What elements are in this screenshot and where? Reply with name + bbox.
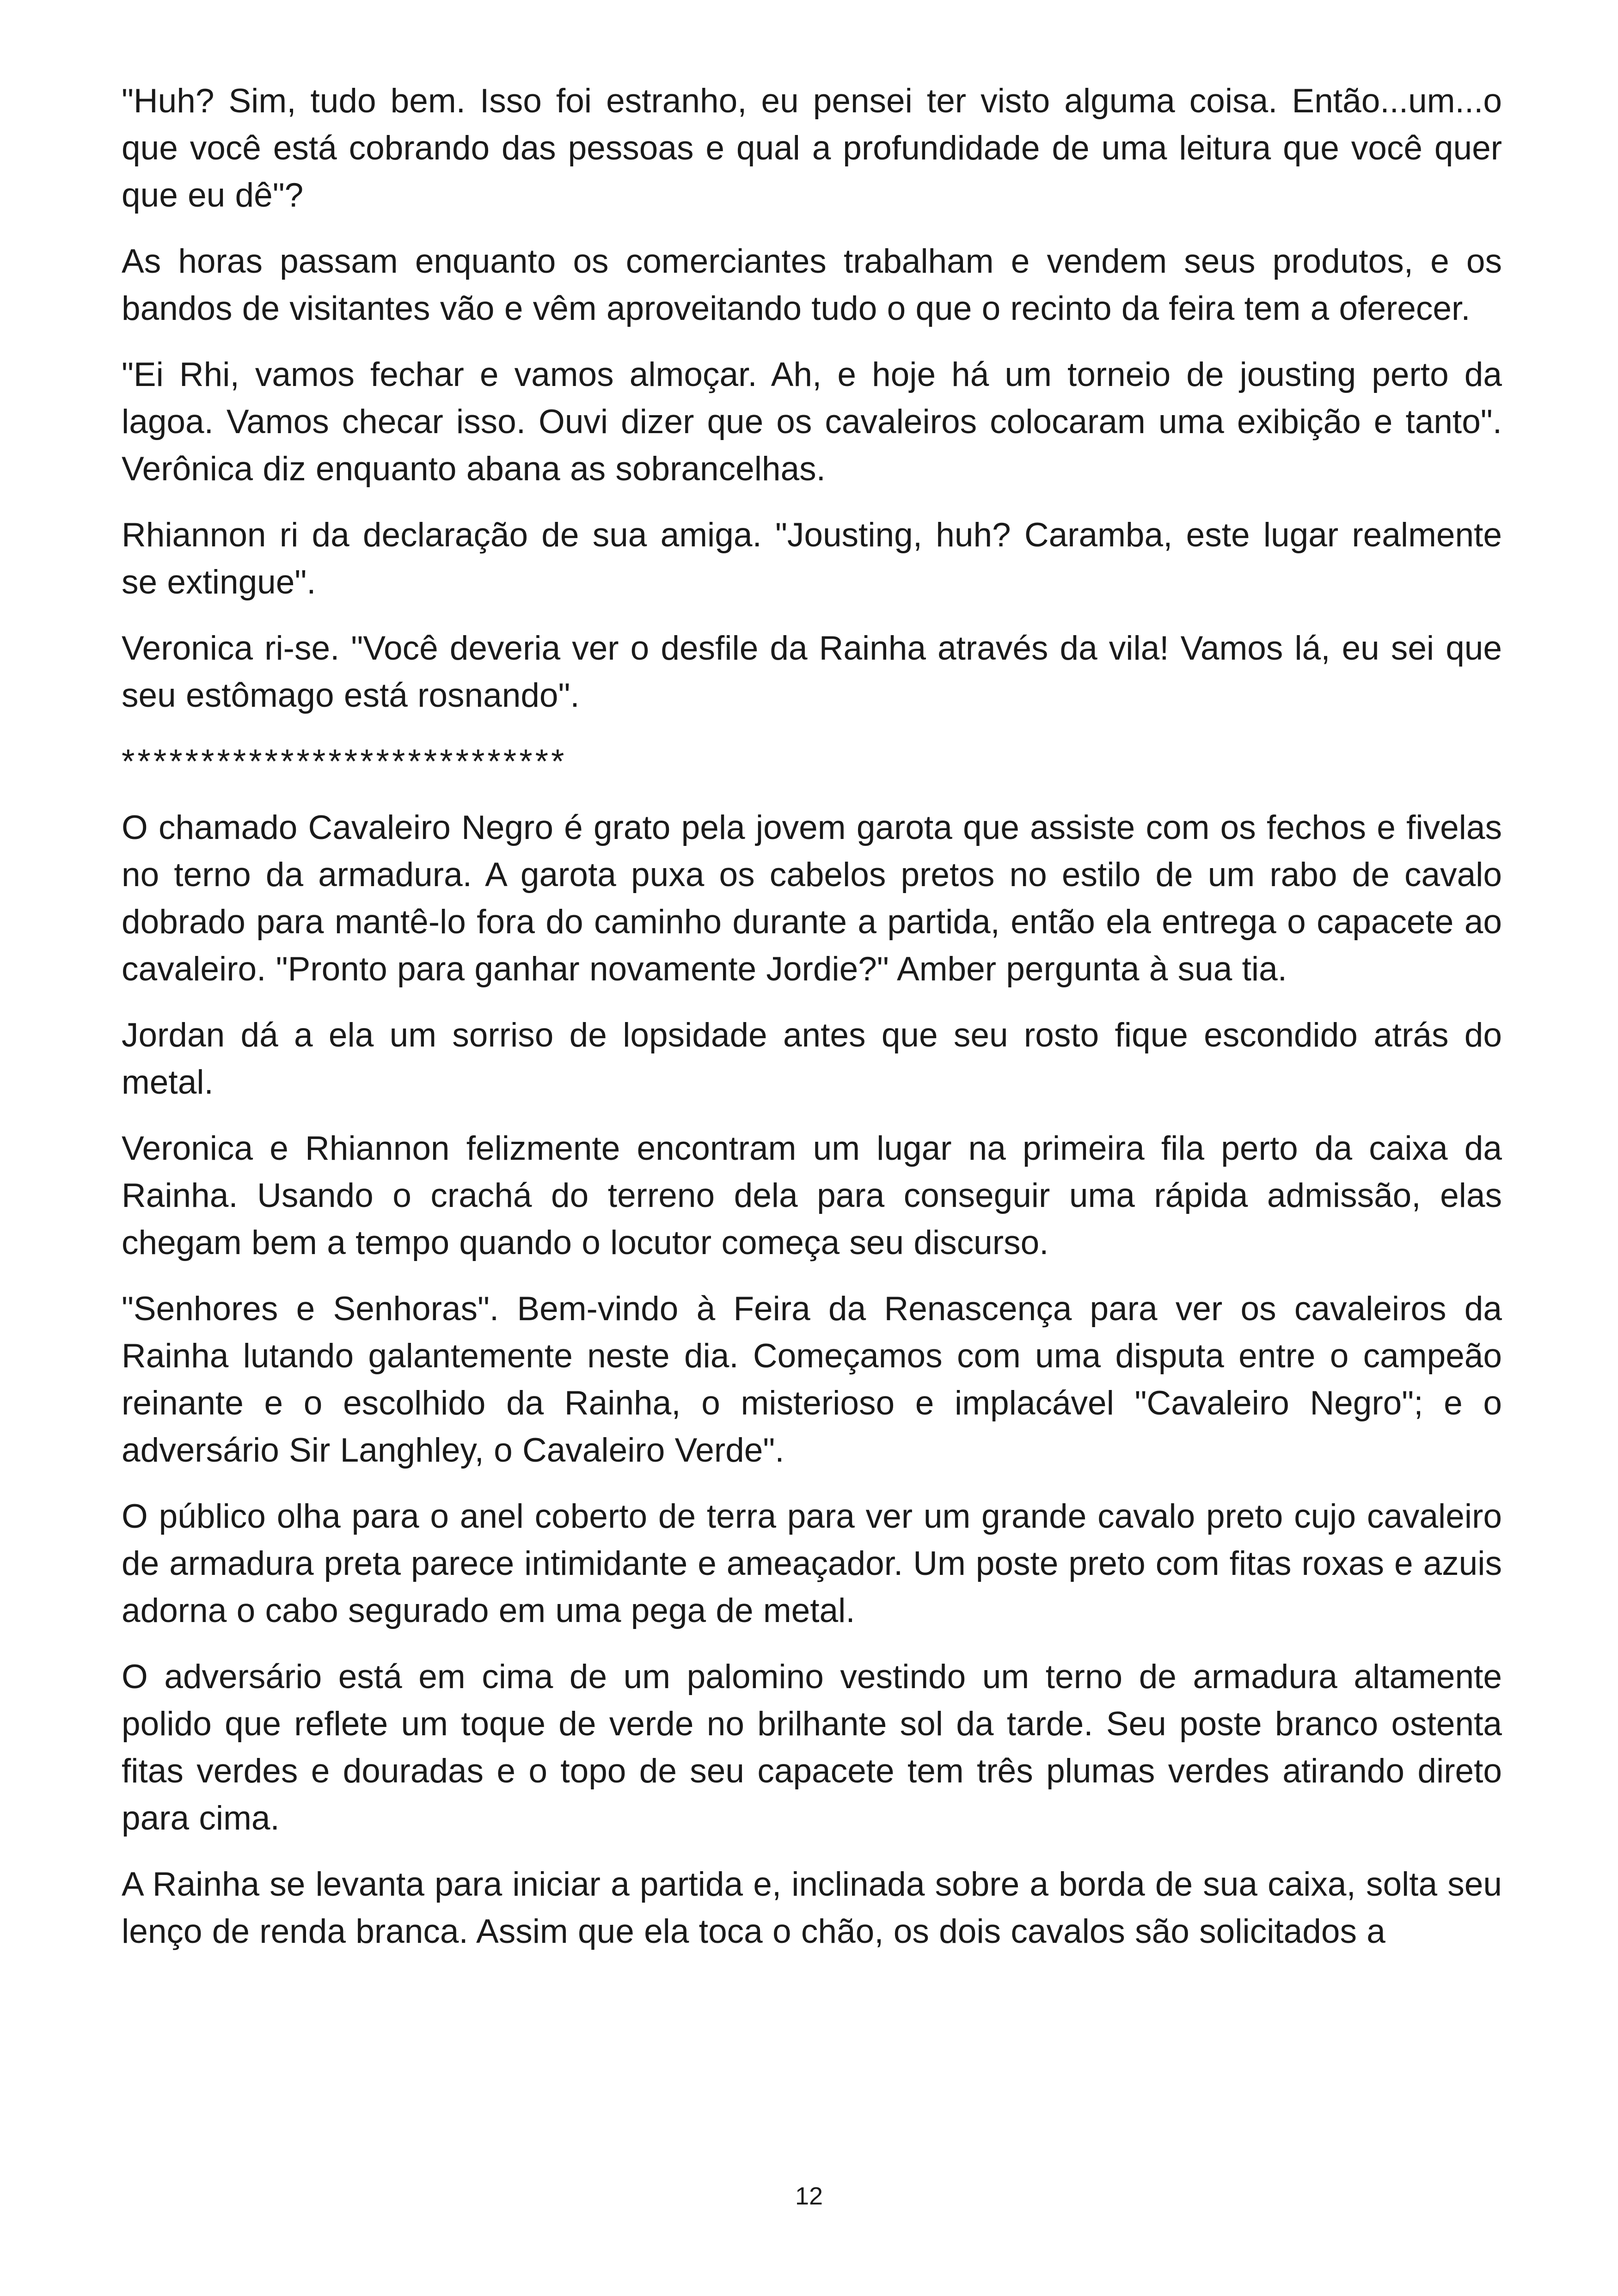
paragraph: "Ei Rhi, vamos fechar e vamos almoçar. Ah, e hoje há um torneio de jousting perto da lagoa. Vamos checar isso. Ouvi dizer que os cavaleiros colocaram uma exibição e tanto". Verônica diz enquanto abana as sobrancelhas.: [122, 356, 1502, 488]
paragraph: As horas passam enquanto os comerciantes trabalham e vendem seus produtos, e os bandos de visitantes vão e vêm aproveitando tudo o que o recinto da feira tem a oferecer.: [122, 243, 1502, 327]
paragraph: Rhiannon ri da declaração de sua amiga. "Jousting, huh? Caramba, este lugar realmente se extingue".: [122, 516, 1502, 601]
page-body: [122, 78, 1502, 1974]
paragraph: O público olha para o anel coberto de terra para ver um grande cavalo preto cujo cavaleiro de armadura preta parece intimidante e ameaçador. Um poste preto com fitas roxas e azuis adorna o cabo segurado em uma pega de metal.: [122, 1498, 1502, 1629]
paragraph: O adversário está em cima de um palomino vestindo um terno de armadura altamente polido que reflete um toque de verde no brilhante sol da tarde. Seu poste branco ostenta fitas verdes e douradas e o topo de seu capacete tem três plumas verdes atirando direto para cima.: [122, 1658, 1502, 1837]
scene-separator: ****************************: [122, 743, 567, 780]
paragraph: Veronica ri-se. "Você deveria ver o desfile da Rainha através da vila! Vamos lá, eu sei que seu estômago está rosnando".: [122, 630, 1502, 714]
paragraph: "Senhores e Senhoras". Bem-vindo à Feira da Renascença para ver os cavaleiros da Rainha lutando galantemente neste dia. Começamos com uma disputa entre o campeão reinante e o escolhido da Rainha, o misterioso e implacável "Cavaleiro Negro"; e o adversário Sir Langhley, o Cavaleiro Verde".: [122, 1290, 1502, 1469]
paragraph: Veronica e Rhiannon felizmente encontram um lugar na primeira fila perto da caixa da Rainha. Usando o crachá do terreno dela para conseguir uma rápida admissão, elas chegam bem a tempo quando o locutor começa seu discurso.: [122, 1130, 1502, 1261]
page-number: 12: [795, 2182, 823, 2210]
paragraph: A Rainha se levanta para iniciar a partida e, inclinada sobre a borda de sua caixa, solta seu lenço de renda branca. Assim que ela toca o chão, os dois cavalos são solicitados a: [122, 1866, 1502, 1950]
paragraph: O chamado Cavaleiro Negro é grato pela jovem garota que assiste com os fechos e fivelas no terno da armadura. A garota puxa os cabelos pretos no estilo de um rabo de cavalo dobrado para mantê-lo fora do caminho durante a partida, então ela entrega o capacete ao cavaleiro. "Pronto para ganhar novamente Jordie?" Amber pergunta à sua tia.: [122, 809, 1502, 988]
paragraph: "Huh? Sim, tudo bem. Isso foi estranho, eu pensei ter visto alguma coisa. Então...um...o que você está cobrando das pessoas e qual a profundidade de uma leitura que você quer que eu dê"?: [122, 82, 1502, 214]
paragraph: Jordan dá a ela um sorriso de lopsidade antes que seu rosto fique escondido atrás do metal.: [122, 1016, 1502, 1101]
